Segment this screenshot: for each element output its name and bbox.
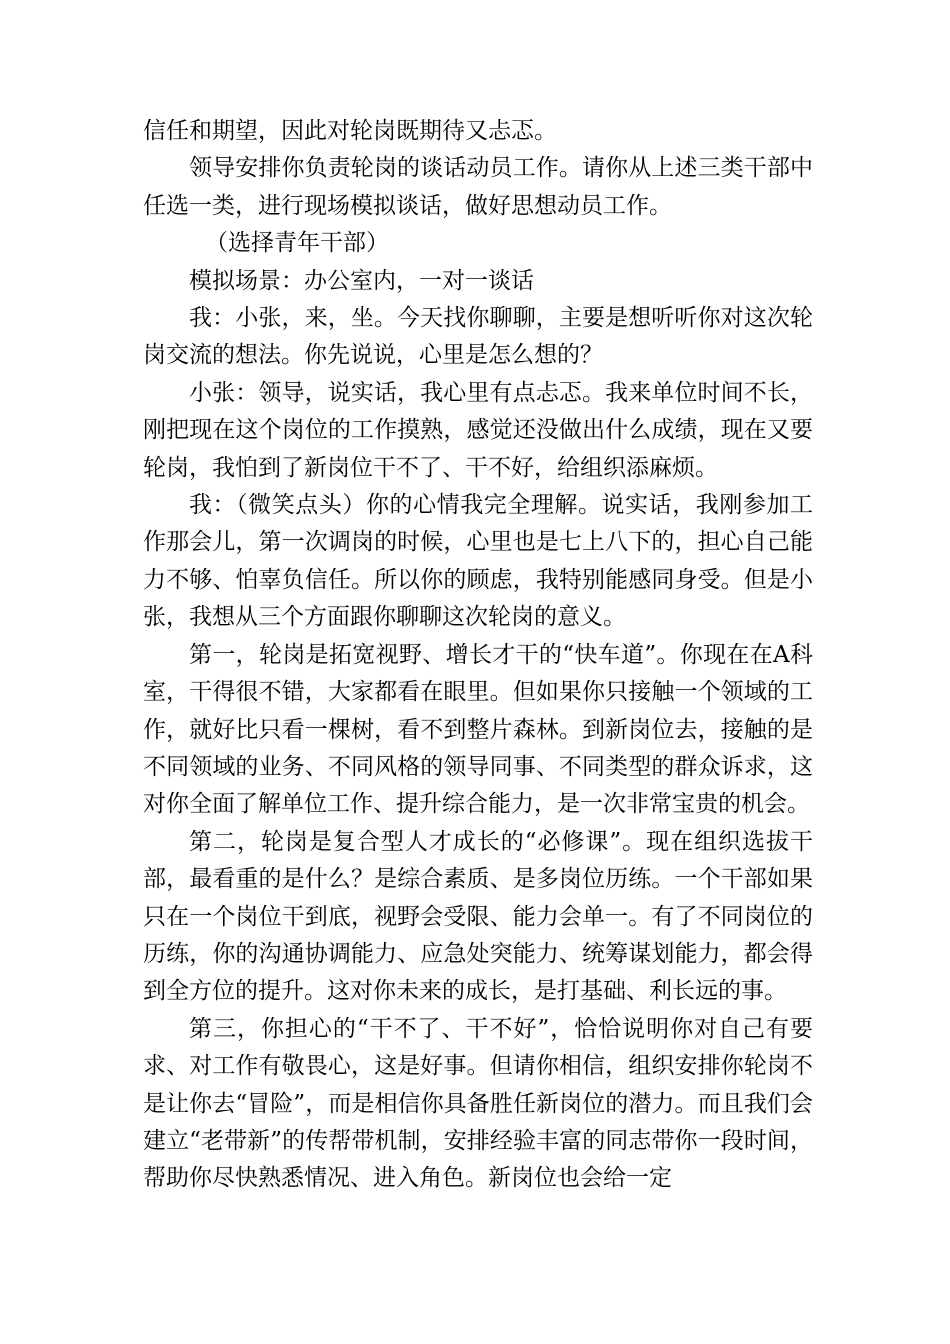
- paragraph-choice: （选择青年干部）: [205, 230, 389, 257]
- document-body: [143, 113, 813, 1198]
- paragraph-dialogue-xiaozhang: 小张：领导，说实话，我心里有点忐忑。我来单位时间不长，刚把现在这个岗位的工作摸熟，感觉还没做出什么成绩，现在又要轮岗，我怕到了新岗位干不了、干不好，给组织添麻烦。: [143, 379, 813, 481]
- paragraph-scene: 模拟场景：办公室内，一对一谈话: [189, 267, 534, 294]
- paragraph-dialogue-me-2: 我：（微笑点头）你的心情我完全理解。说实话，我刚参加工作那会儿，第一次调岗的时候，心里也是七上八下的，担心自己能力不够、怕辜负信任。所以你的顾虑，我特别能感同身受。但是小张，我想从三个方面跟你聊聊这次轮岗的意义。: [143, 492, 813, 631]
- paragraph-point-3: 第三，你担心的“干不了、干不好”，恰恰说明你对自己有要求、对工作有敬畏心，这是好事。但请你相信，组织安排你轮岗不是让你去“冒险”，而是相信你具备胜任新岗位的潜力。而且我们会建立“老带新”的传帮带机制，安排经验丰富的同志带你一段时间，帮助你尽快熟悉情况、进入角色。新岗位也会给一定: [143, 1015, 813, 1192]
- paragraph-task: 领导安排你负责轮岗的谈话动员工作。请你从上述三类干部中任选一类，进行现场模拟谈话，做好思想动员工作。: [143, 155, 813, 219]
- paragraph-continuation: 信任和期望，因此对轮岗既期待又忐忑。: [143, 118, 557, 144]
- paragraph-point-2: 第二，轮岗是复合型人才成长的“必修课”。现在组织选拔干部，最看重的是什么？是综合素质、是多岗位历练。一个干部如果只在一个岗位干到底，视野会受限、能力会单一。有了不同岗位的历练，你的沟通协调能力、应急处突能力、统筹谋划能力，都会得到全方位的提升。这对你未来的成长，是打基础、利长远的事。: [143, 828, 813, 1005]
- paragraph-point-1: 第一，轮岗是拓宽视野、增长才干的“快车道”。你现在在A科室，干得很不错，大家都看在眼里。但如果你只接触一个领域的工作，就好比只看一棵树，看不到整片森林。到新岗位去，接触的是不同领域的业务、不同风格的领导同事、不同类型的群众诉求，这对你全面了解单位工作、提升综合能力，是一次非常宝贵的机会。: [143, 641, 813, 818]
- paragraph-dialogue-me-1: 我：小张，来，坐。今天找你聊聊，主要是想听听你对这次轮岗交流的想法。你先说说，心里是怎么想的？: [143, 305, 813, 369]
